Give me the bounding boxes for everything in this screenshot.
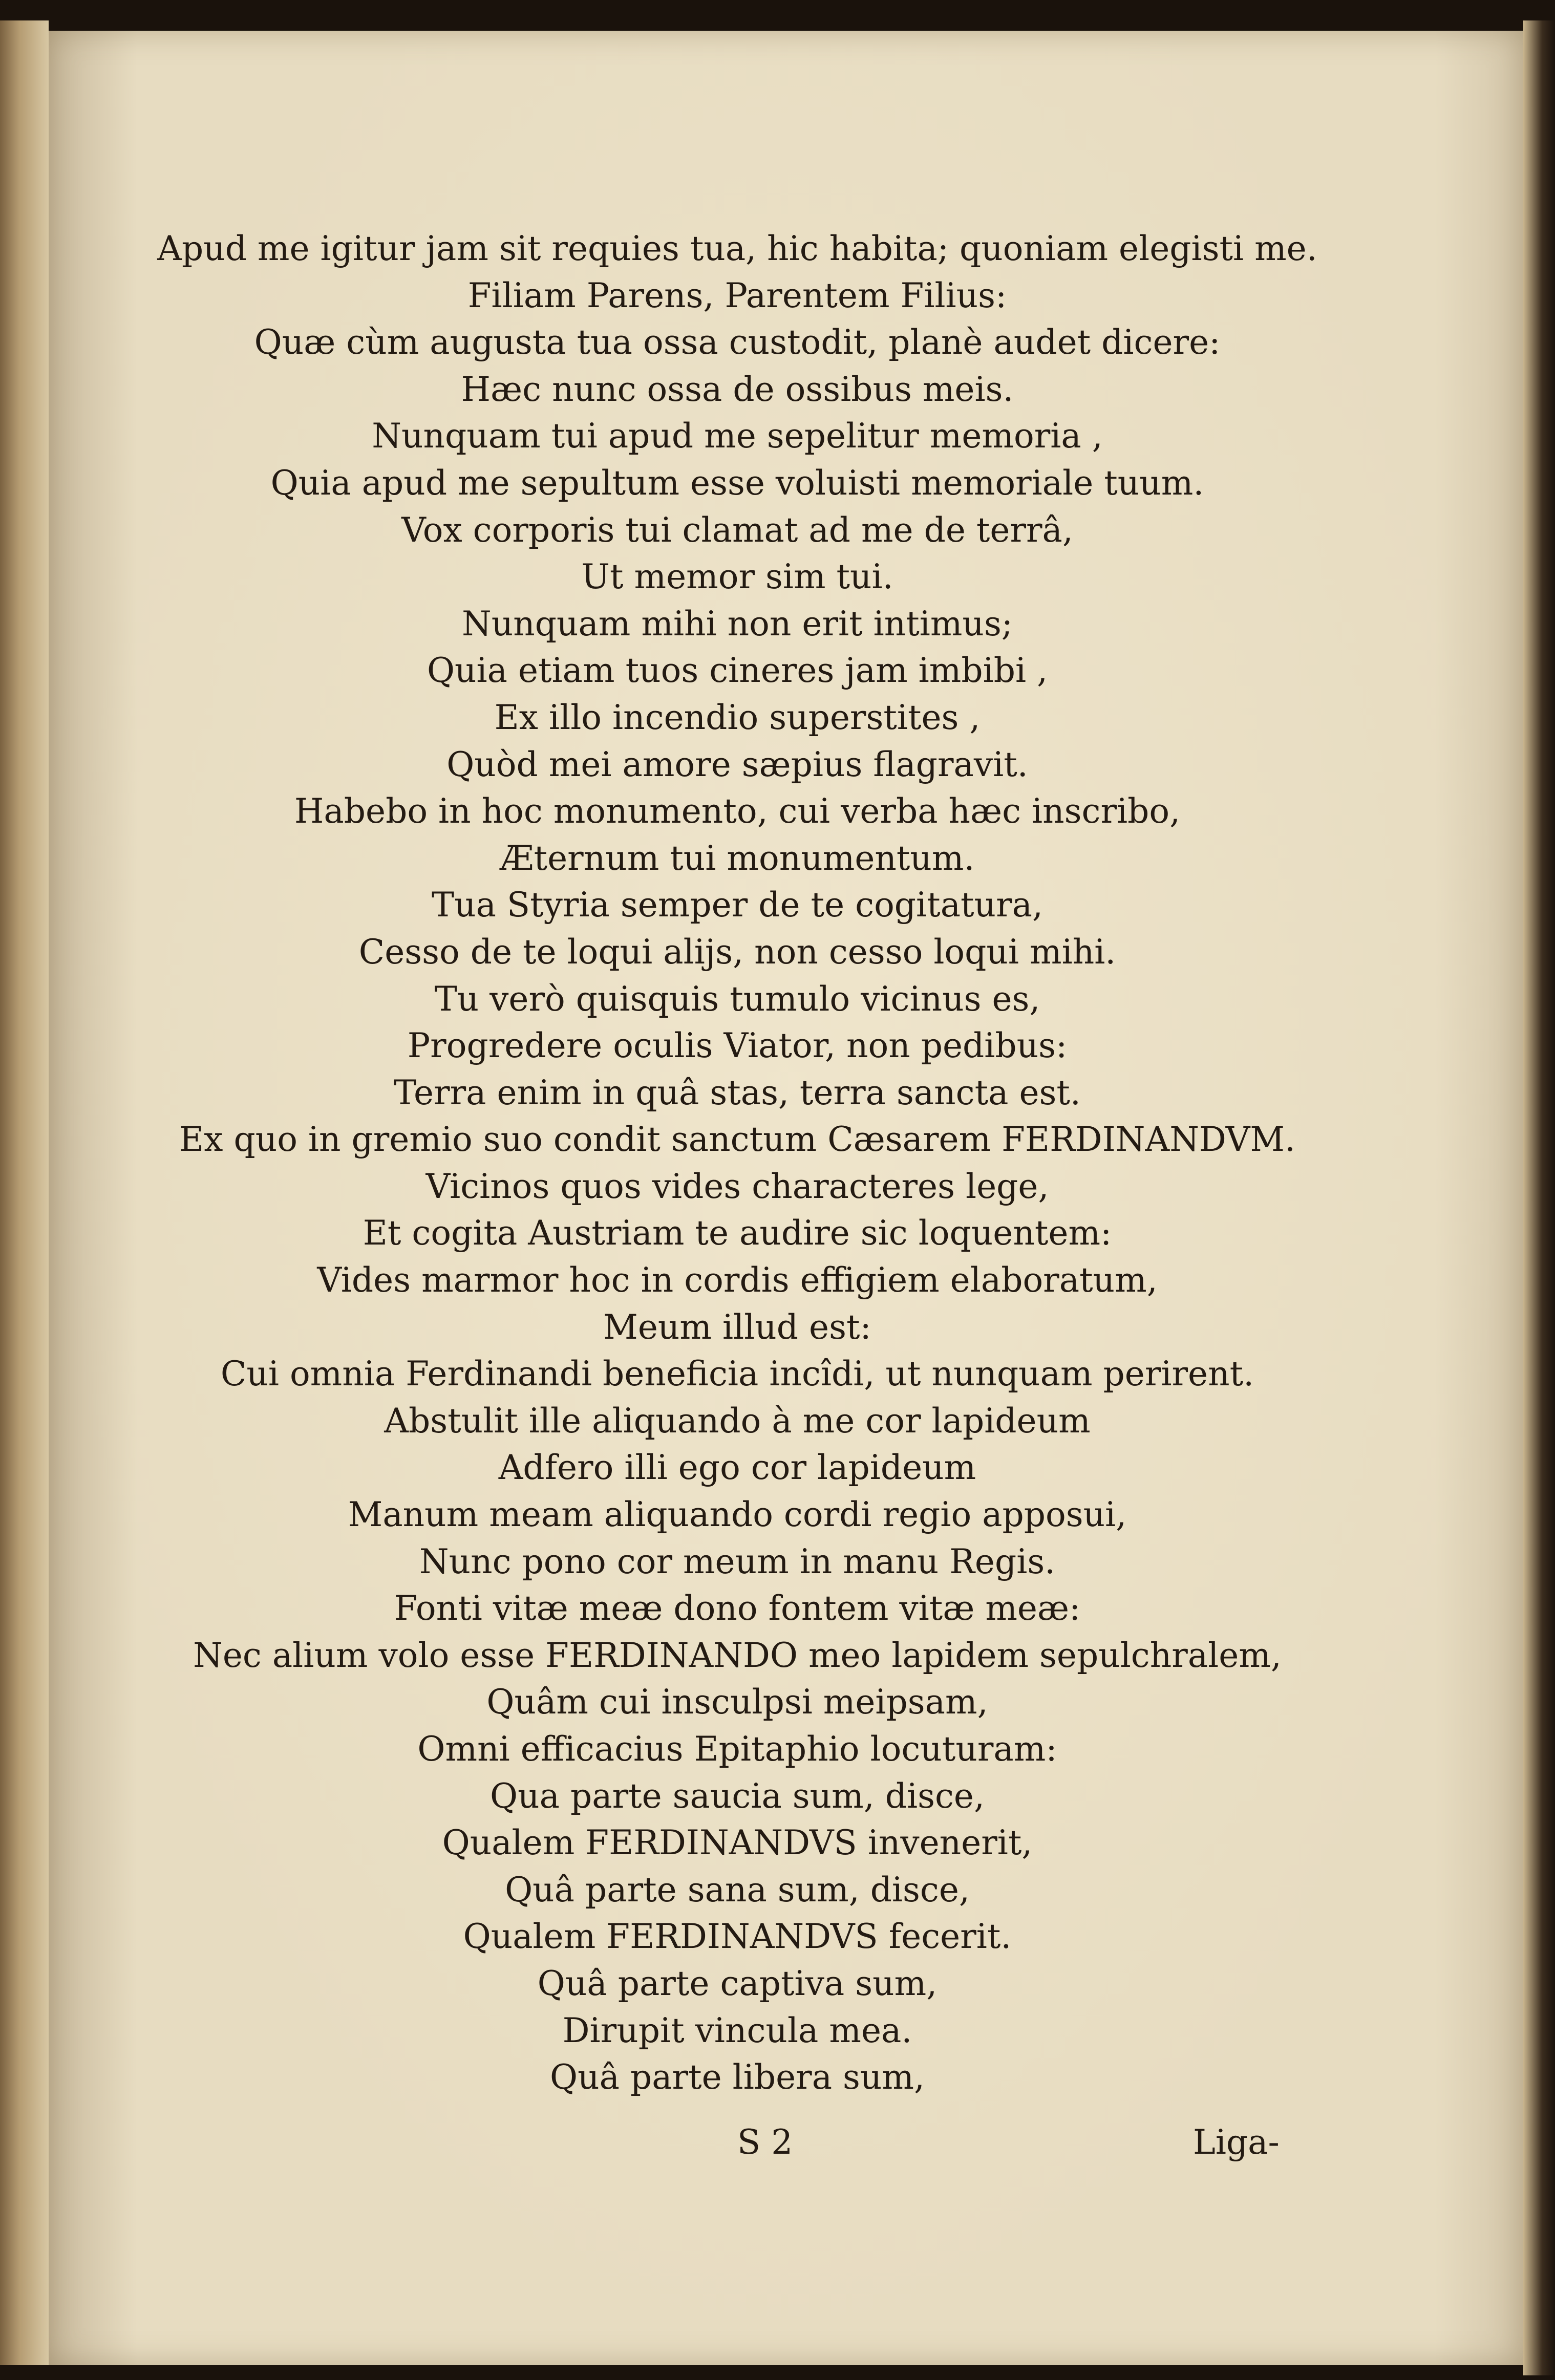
text-line: Manum meam aliquando cordi regio apposui, xyxy=(348,1495,1127,1535)
text-line: Vides marmor hoc in cordis effigiem elaboratum, xyxy=(317,1260,1158,1300)
text-line: Quâ parte captiva sum, xyxy=(537,1963,938,2003)
text-line: Vox corporis tui clamat ad me de terrâ, xyxy=(401,510,1073,550)
text-line: Quâm cui insculpsi meipsam, xyxy=(486,1682,988,1722)
text-line: Omni efficacius Epitaphio locuturam: xyxy=(417,1729,1057,1769)
catchword: Liga- xyxy=(1193,2122,1280,2162)
text-line: Ex quo in gremio suo condit sanctum Cæsarem FERDINANDVM. xyxy=(179,1120,1295,1160)
text-line: Ex illo incendio superstites , xyxy=(494,697,981,737)
left-page-edge xyxy=(0,20,49,2365)
text-line: Abstulit ille aliquando à me cor lapideum xyxy=(384,1401,1091,1441)
text-line: Meum illud est: xyxy=(603,1307,871,1347)
text-line: Cui omnia Ferdinandi beneficia incîdi, ut nunquam perirent. xyxy=(220,1354,1254,1394)
text-line: Filiam Parens, Parentem Filius: xyxy=(467,275,1007,315)
text-line: Vicinos quos vides characteres lege, xyxy=(425,1166,1049,1206)
text-line: Nunquam mihi non erit intimus; xyxy=(461,604,1013,644)
text-line: Æternum tui monumentum. xyxy=(500,838,975,878)
text-line: Tua Styria semper de te cogitatura, xyxy=(432,885,1043,925)
text-line: Quia apud me sepultum esse voluisti memoriale tuum. xyxy=(270,463,1204,503)
text-line: Adfero illi ego cor lapideum xyxy=(498,1448,976,1488)
text-line: Hæc nunc ossa de ossibus meis. xyxy=(461,369,1014,409)
poem-text xyxy=(118,225,1357,2101)
text-line: Quâ parte libera sum, xyxy=(550,2057,925,2097)
text-line: Dirupit vincula mea. xyxy=(562,2010,912,2050)
text-line: Nunc pono cor meum in manu Regis. xyxy=(419,1541,1056,1581)
text-line: Apud me igitur jam sit requies tua, hic habita; quoniam elegisti me. xyxy=(157,229,1317,268)
text-line: Quia etiam tuos cineres jam imbibi , xyxy=(427,651,1048,691)
right-page-edge xyxy=(1523,20,1555,2375)
text-line: Ut memor sim tui. xyxy=(581,557,893,597)
text-line: Nec alium volo esse FERDINANDO meo lapidem sepulchralem, xyxy=(193,1635,1282,1675)
text-line: Habebo in hoc monumento, cui verba hæc inscribo, xyxy=(294,791,1181,831)
text-line: Et cogita Austriam te audire sic loquentem: xyxy=(363,1213,1112,1253)
text-line: Progredere oculis Viator, non pedibus: xyxy=(407,1026,1068,1066)
text-line: Terra enim in quâ stas, terra sancta est. xyxy=(394,1073,1081,1112)
text-line: Cesso de te loqui alijs, non cesso loqui mihi. xyxy=(358,932,1116,972)
signature-mark: S 2 xyxy=(737,2122,793,2162)
text-line: Qualem FERDINANDVS fecerit. xyxy=(463,1917,1012,1957)
text-line: Fonti vitæ meæ dono fontem vitæ meæ: xyxy=(394,1589,1081,1628)
text-line: Quæ cùm augusta tua ossa custodit, planè audet dicere: xyxy=(254,323,1221,362)
text-line: Nunquam tui apud me sepelitur memoria , xyxy=(372,416,1103,456)
text-line: Quâ parte sana sum, disce, xyxy=(505,1870,970,1910)
text-line: Quòd mei amore sæpius flagravit. xyxy=(446,744,1028,784)
text-line: Qualem FERDINANDVS invenerit, xyxy=(442,1823,1033,1863)
text-line: Tu verò quisquis tumulo vicinus es, xyxy=(434,979,1040,1019)
text-line: Qua parte saucia sum, disce, xyxy=(490,1776,985,1816)
